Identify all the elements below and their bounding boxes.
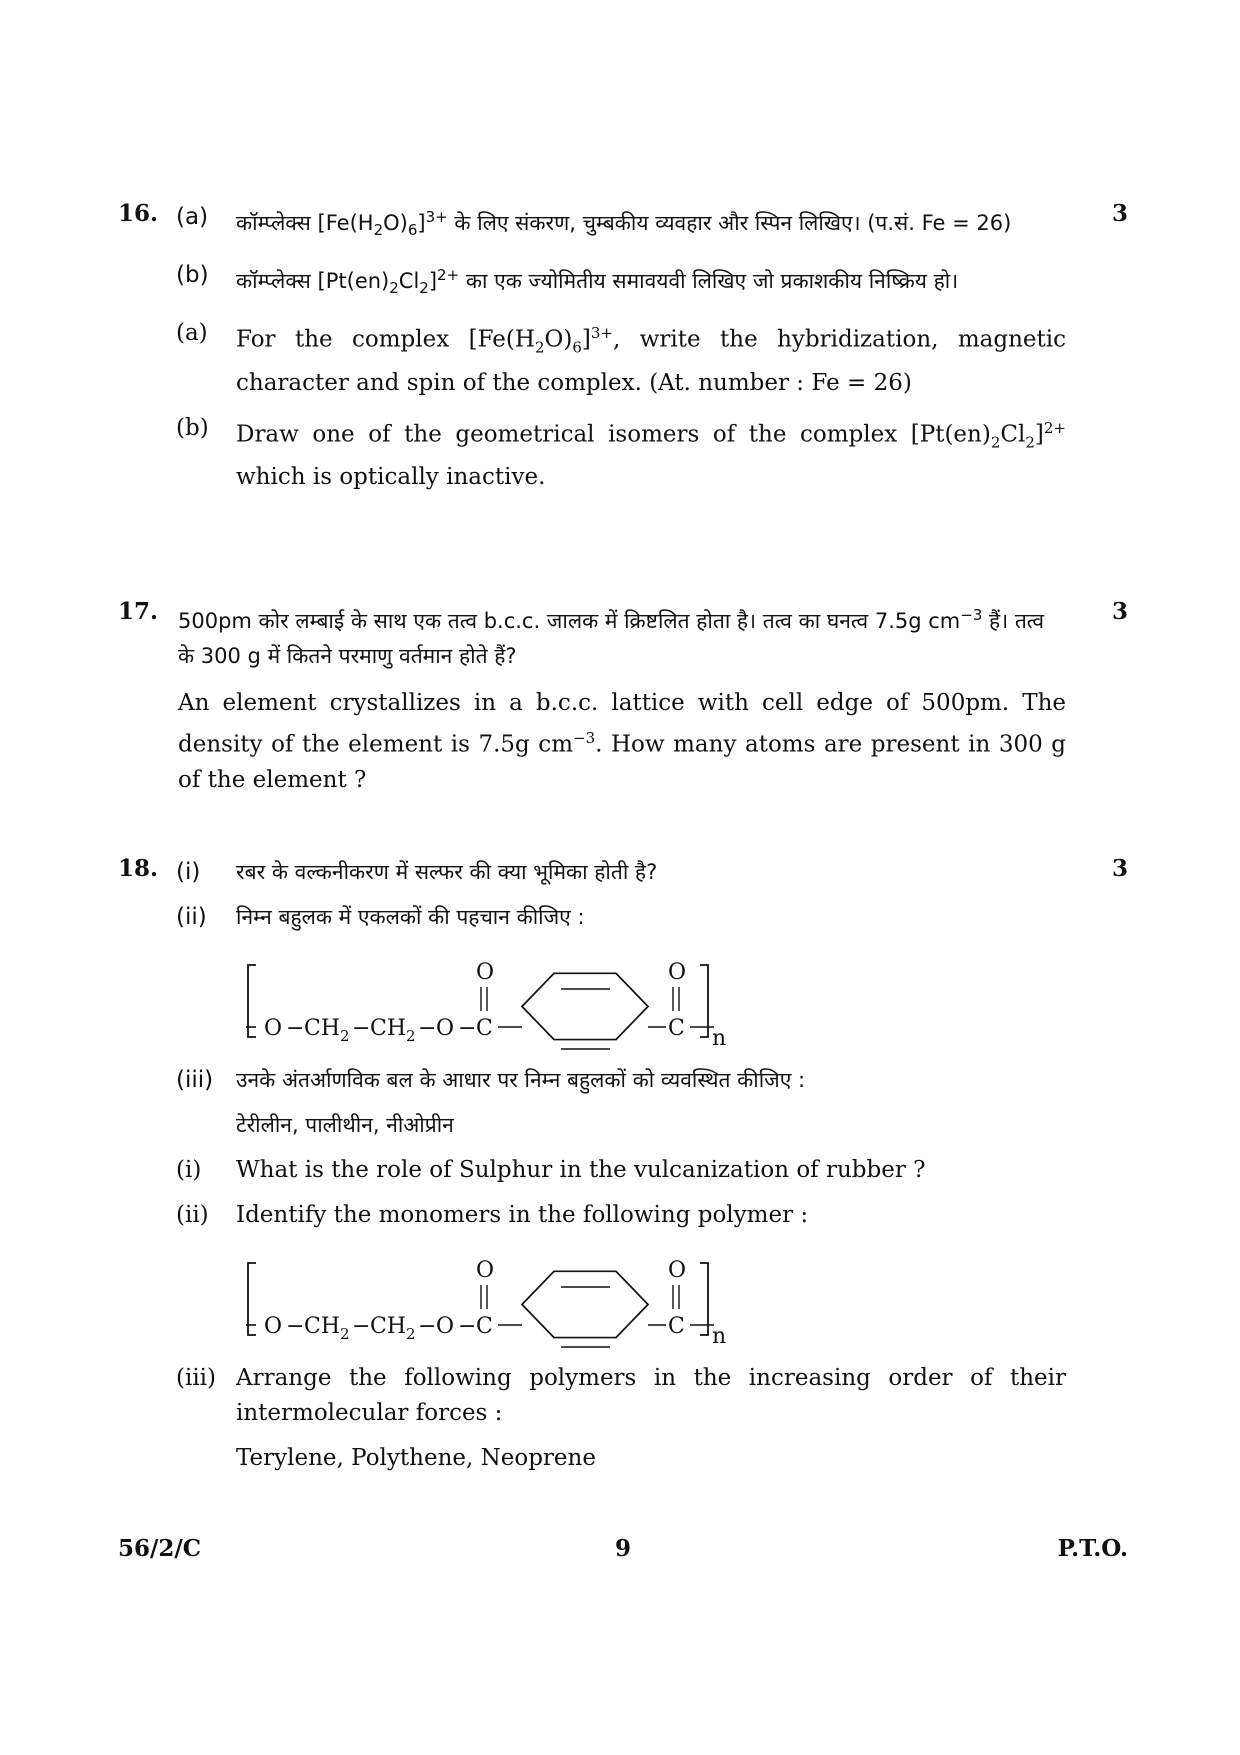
- atom-o-carbonyl: O: [476, 1258, 495, 1283]
- part-label: (iii): [176, 1365, 217, 1391]
- q16-part-a-english: (a) For the complex $[Fe(H_2O)_6]^{3+}$, write the hybridization, magnetic character and spin of the complex. (At. number : Fe = 26): [118, 316, 1066, 400]
- part-label: (iii): [176, 1067, 214, 1093]
- marks: 3: [1111, 200, 1128, 227]
- bond: −: [286, 1016, 305, 1041]
- atom-o: O: [436, 1314, 455, 1339]
- atom-c: C: [668, 1016, 685, 1041]
- atom-ch2: CH: [304, 1016, 341, 1041]
- bond: −: [458, 1016, 477, 1041]
- subscript: 2: [406, 1325, 416, 1343]
- polymer-svg: [236, 945, 836, 1055]
- bond: −: [352, 1314, 371, 1339]
- bond: −: [286, 1314, 305, 1339]
- part-label: (i): [176, 1157, 202, 1183]
- atom-o-carbonyl: O: [476, 960, 495, 985]
- bond: −: [352, 1016, 371, 1041]
- part-label: (b): [176, 414, 209, 441]
- question-16: [118, 200, 1128, 505]
- bond: −: [458, 1314, 477, 1339]
- subscript: 2: [340, 1027, 350, 1045]
- atom-c: C: [476, 1016, 493, 1041]
- polymer-structure-2: [236, 1243, 836, 1353]
- benzene-ring: [522, 973, 648, 1039]
- q17-english: An element crystallizes in a b.c.c. lattice with cell edge of 500pm. The density of the element is 7.5g $cm^{-3}$. How many atoms are present in 300 g of the element ?: [178, 690, 1066, 793]
- atom-ch2: CH: [370, 1016, 407, 1041]
- paper-code: 56/2/C: [118, 1535, 202, 1562]
- pto-label: P.T.O.: [1057, 1535, 1128, 1562]
- q16-part-b-hindi: (b) कॉम्प्लेक्स $[Pt(en)_2Cl_2]^{2+}$ का एक ज्योमितीय समावयवी लिखिए जो प्रकाशकीय निष्क्रिय हो।: [118, 258, 1066, 306]
- q18-iii-english-list: Terylene, Polythene, Neoprene: [236, 1445, 596, 1471]
- right-bracket: [700, 965, 708, 1037]
- part-label: (b): [176, 262, 209, 289]
- polymer-structure-1: [236, 945, 836, 1055]
- atom-o: O: [264, 1016, 283, 1041]
- q16-part-b-english: (b) Draw one of the geometrical isomers of the complex $[Pt(en)_2Cl_2]^{2+}$ which is optically inactive.: [118, 411, 1066, 495]
- q17-hindi: 500pm कोर लम्बाई के साथ एक तत्व b.c.c. जालक में क्रिष्टलित होता है। तत्व का घनत्व 7.5g $cm^{-3}$ हैं। तत्व के 300 g में कितने परमाणु वर्तमान होते हैं?: [178, 606, 1045, 668]
- atom-c: C: [476, 1314, 493, 1339]
- atom-c: C: [668, 1314, 685, 1339]
- atom-o: O: [436, 1016, 455, 1041]
- question-18: [118, 855, 1128, 1486]
- right-bracket: [700, 1263, 708, 1335]
- q18-iii-hindi-list: टेरीलीन, पालीथीन, नीओप्रीन: [236, 1113, 454, 1137]
- atom-o-carbonyl: O: [668, 1258, 687, 1283]
- part-label: (i): [176, 859, 201, 885]
- subscript: 2: [340, 1325, 350, 1343]
- question-number: 17.: [118, 598, 159, 625]
- subscript: 2: [406, 1027, 416, 1045]
- q18-i-english: (i) What is the role of Sulphur in the vulcanization of rubber ?: [118, 1153, 1066, 1188]
- marks: 3: [1111, 855, 1128, 882]
- part-label: (a): [176, 204, 209, 230]
- atom-o-carbonyl: O: [668, 960, 687, 985]
- part-label: (ii): [176, 904, 207, 930]
- atom-o: O: [264, 1314, 283, 1339]
- polymer-svg: [236, 1243, 836, 1353]
- q18-iii-english: (iii) Arrange the following polymers in the increasing order of their intermolecular forces :: [118, 1361, 1066, 1431]
- bond: −: [418, 1016, 437, 1041]
- q18-ii-hindi: (ii) निम्न बहुलक में एकलकों की पहचान कीजिए :: [118, 900, 1066, 935]
- question-number: 18.: [118, 855, 159, 882]
- repeat-n: n: [712, 1026, 727, 1051]
- atom-ch2: CH: [304, 1314, 341, 1339]
- part-label: (a): [176, 320, 208, 347]
- page-number: 9: [614, 1535, 631, 1562]
- left-bracket: [248, 965, 256, 1037]
- q18-iii-hindi: (iii) उनके अंतर्आणविक बल के आधार पर निम्न बहुलकों को व्यवस्थित कीजिए :: [118, 1063, 1066, 1098]
- benzene-ring: [522, 1271, 648, 1337]
- question-number: 16.: [118, 200, 159, 227]
- bond: −: [418, 1314, 437, 1339]
- q16-part-a-hindi: (a) कॉम्प्लेक्स $[Fe(H_2O)_6]^{3+}$ के लिए संकरण, चुम्बकीय व्यवहार और स्पिन लिखिए। (प.सं. Fe = 26): [118, 200, 1066, 248]
- question-17: [118, 598, 1128, 810]
- repeat-n: n: [712, 1324, 727, 1349]
- part-label: (ii): [176, 1202, 209, 1228]
- left-bracket: [248, 1263, 256, 1335]
- atom-ch2: CH: [370, 1314, 407, 1339]
- marks: 3: [1111, 598, 1128, 625]
- q18-i-hindi: (i) रबर के वल्कनीकरण में सल्फर की क्या भूमिका होती है?: [118, 855, 1066, 890]
- q18-ii-english: (ii) Identify the monomers in the following polymer :: [118, 1198, 1066, 1233]
